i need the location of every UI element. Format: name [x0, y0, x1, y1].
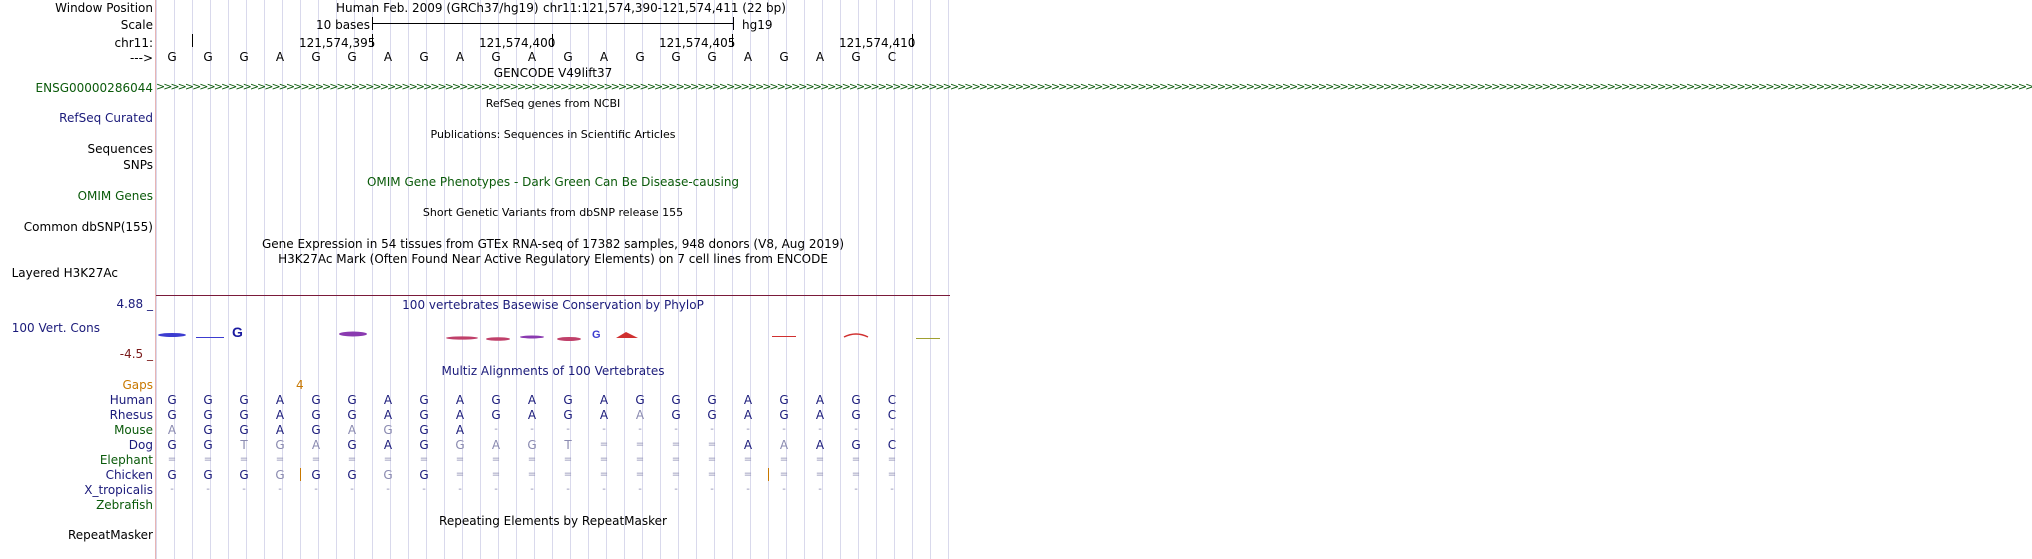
alignment-base-mouse: -: [602, 424, 606, 435]
alignment-base-chicken: =: [851, 469, 861, 480]
alignment-base-dog: =: [671, 439, 681, 450]
conservation-max-label: 4.88 _: [116, 297, 153, 311]
alignment-base-human: A: [383, 393, 393, 407]
layered-h3k27ac-label[interactable]: Layered H3K27Ac: [11, 266, 118, 280]
alignment-base-x_tropicalis: -: [890, 484, 894, 495]
alignment-base-dog: G: [527, 438, 537, 452]
alignment-base-x_tropicalis: -: [422, 484, 426, 495]
alignment-base-rhesus: A: [383, 408, 393, 422]
species-label-zebrafish: Zebrafish: [96, 498, 153, 512]
alignment-base-rhesus: A: [815, 408, 825, 422]
multiz-track-title: Multiz Alignments of 100 Vertebrates: [441, 364, 665, 378]
alignment-base-dog: A: [743, 438, 753, 452]
alignment-base-rhesus: G: [419, 408, 429, 422]
alignment-base-mouse: -: [674, 424, 678, 435]
alignment-base-chicken: G: [275, 468, 285, 482]
phylop-track-title: 100 vertebrates Basewise Conservation by PhyloP: [402, 298, 704, 312]
alignment-base-elephant: =: [671, 454, 681, 465]
alignment-base-x_tropicalis: -: [170, 484, 174, 495]
reference-base: A: [815, 50, 825, 64]
reference-base: G: [779, 50, 789, 64]
alignment-base-chicken: G: [167, 468, 177, 482]
scale-bar-line: [372, 23, 733, 24]
alignment-base-dog: G: [347, 438, 357, 452]
alignment-base-mouse: G: [311, 423, 321, 437]
reference-base: G: [419, 50, 429, 64]
alignment-base-x_tropicalis: -: [350, 484, 354, 495]
insertion-marker: [300, 468, 301, 481]
coord-tick: [192, 34, 193, 47]
omim-genes-label[interactable]: OMIM Genes: [77, 189, 153, 203]
alignment-base-human: A: [527, 393, 537, 407]
publications-track-title: Publications: Sequences in Scientific Articles: [430, 128, 676, 141]
alignment-base-human: A: [743, 393, 753, 407]
alignment-base-rhesus: G: [563, 408, 573, 422]
alignment-base-human: G: [779, 393, 789, 407]
coord-label: 121,574,405: [659, 36, 736, 50]
alignment-base-human: G: [167, 393, 177, 407]
alignment-base-elephant: =: [455, 454, 465, 465]
alignment-base-mouse: -: [494, 424, 498, 435]
alignment-base-elephant: =: [599, 454, 609, 465]
alignment-base-rhesus: G: [347, 408, 357, 422]
gencode-gene-link[interactable]: ENSG00000286044: [35, 81, 153, 95]
alignment-base-dog: G: [275, 438, 285, 452]
phylop-mark: [339, 332, 367, 337]
species-label-chicken: Chicken: [105, 468, 153, 482]
snps-label[interactable]: SNPs: [123, 158, 153, 172]
alignment-base-rhesus: A: [599, 408, 609, 422]
alignment-base-mouse: -: [782, 424, 786, 435]
alignment-base-dog: A: [815, 438, 825, 452]
scale-label: Scale: [120, 18, 153, 32]
sequences-label[interactable]: Sequences: [87, 142, 153, 156]
alignment-base-mouse: A: [167, 423, 177, 437]
alignment-base-chicken: G: [311, 468, 321, 482]
alignment-base-rhesus: G: [779, 408, 789, 422]
alignment-base-x_tropicalis: -: [818, 484, 822, 495]
alignment-base-elephant: =: [311, 454, 321, 465]
phylop-mark: [557, 337, 581, 341]
strand-arrow-label: --->: [129, 51, 153, 65]
alignment-base-chicken: =: [455, 469, 465, 480]
alignment-base-dog: G: [167, 438, 177, 452]
alignment-base-mouse: A: [455, 423, 465, 437]
coord-label: 121,574,400: [479, 36, 556, 50]
species-label-rhesus: Rhesus: [109, 408, 153, 422]
reference-sequence: [156, 50, 950, 64]
scale-bar-assembly: hg19: [742, 18, 773, 32]
alignment-base-rhesus: A: [527, 408, 537, 422]
alignment-base-chicken: =: [887, 469, 897, 480]
repeatmasker-label[interactable]: RepeatMasker: [67, 528, 153, 542]
insertion-marker: [768, 468, 769, 481]
alignment-base-human: A: [455, 393, 465, 407]
alignment-base-rhesus: G: [203, 408, 213, 422]
reference-base: A: [527, 50, 537, 64]
alignment-base-human: G: [707, 393, 717, 407]
alignment-base-elephant: =: [743, 454, 753, 465]
gencode-track-title: GENCODE V49lift37: [493, 66, 613, 80]
alignment-base-x_tropicalis: -: [530, 484, 534, 495]
reference-base: G: [851, 50, 861, 64]
scale-bar-right-tick: [733, 17, 734, 30]
alignment-base-human: G: [311, 393, 321, 407]
alignment-base-chicken: =: [707, 469, 717, 480]
alignment-base-elephant: =: [815, 454, 825, 465]
alignment-base-mouse: -: [530, 424, 534, 435]
alignment-base-rhesus: A: [275, 408, 285, 422]
alignment-base-mouse: -: [638, 424, 642, 435]
alignment-base-dog: =: [707, 439, 717, 450]
gencode-gene-feature[interactable]: >>>>>>>>>>>>>>>>>>>>>>>>>>>>>>>>>>>>>>>>>>>>>>>>>>>>>>>>>>>>>>>>>>>>>>>>>>>>>>>>>>>>>>>>>>>>>>>>>>>>>>>>>>>>>>>>>>>>>>>>>>>>>>>>>>>>>>>>>>>>>>>>>>>>>>>>>>>>>>>>>>>>>>>>>>>>>>>>>>>>>>>>>>>>>>>>>>>>>>>>>>>>>>>>>>>>>>>>>>>>>>>>>>>>>>>>>>>>>>>>>>>>>>>>>>>>>>>>>>>>: [156, 80, 2032, 93]
species-label-elephant: Elephant: [99, 453, 153, 467]
alignment-base-human: G: [635, 393, 645, 407]
reference-base: G: [311, 50, 321, 64]
alignment-base-human: A: [275, 393, 285, 407]
reference-base: A: [275, 50, 285, 64]
alignment-base-rhesus: A: [743, 408, 753, 422]
alignment-base-mouse: -: [566, 424, 570, 435]
species-label-x-tropicalis: X_tropicalis: [84, 483, 153, 497]
alignment-base-human: G: [203, 393, 213, 407]
alignment-base-chicken: =: [491, 469, 501, 480]
phylop-mark: [616, 332, 638, 338]
alignment-base-x_tropicalis: -: [602, 484, 606, 495]
omim-track-title: OMIM Gene Phenotypes - Dark Green Can Be Disease-causing: [366, 175, 740, 189]
alignment-base-human: G: [347, 393, 357, 407]
alignment-base-mouse: -: [746, 424, 750, 435]
assembly-title: Human Feb. 2009 (GRCh37/hg19): [336, 1, 539, 15]
alignment-base-x_tropicalis: -: [674, 484, 678, 495]
alignment-base-elephant: =: [167, 454, 177, 465]
alignment-base-dog: =: [599, 439, 609, 450]
reference-base: G: [707, 50, 717, 64]
reference-base: G: [239, 50, 249, 64]
alignment-base-human: G: [563, 393, 573, 407]
species-label-dog: Dog: [128, 438, 153, 452]
alignment-base-elephant: =: [851, 454, 861, 465]
alignment-base-x_tropicalis: -: [386, 484, 390, 495]
alignment-base-human: G: [851, 393, 861, 407]
alignment-base-rhesus: G: [671, 408, 681, 422]
alignment-base-dog: G: [419, 438, 429, 452]
alignment-base-human: G: [491, 393, 501, 407]
alignment-base-chicken: G: [203, 468, 213, 482]
alignment-base-chicken: =: [743, 469, 753, 480]
alignment-base-rhesus: A: [455, 408, 465, 422]
reference-base: A: [383, 50, 393, 64]
alignment-base-dog: C: [887, 438, 897, 452]
phylop-mark: [772, 336, 796, 337]
alignment-base-rhesus: G: [167, 408, 177, 422]
alignment-base-dog: A: [491, 438, 501, 452]
reference-base: A: [455, 50, 465, 64]
species-label-mouse: Mouse: [114, 423, 153, 437]
alignment-base-chicken: G: [383, 468, 393, 482]
alignment-base-mouse: -: [710, 424, 714, 435]
conservation-min-label: -4.5 _: [119, 347, 153, 361]
alignment-base-elephant: =: [275, 454, 285, 465]
phylop-graph[interactable]: [156, 325, 950, 345]
reference-base: A: [743, 50, 753, 64]
chromosome-label: chr11:: [114, 36, 153, 50]
alignment-base-x_tropicalis: -: [206, 484, 210, 495]
alignment-base-x_tropicalis: -: [242, 484, 246, 495]
alignment-base-mouse: G: [203, 423, 213, 437]
conservation-track-label[interactable]: 100 Vert. Cons: [11, 321, 100, 335]
alignment-base-elephant: =: [779, 454, 789, 465]
alignment-base-human: G: [671, 393, 681, 407]
dbsnp-track-title: Short Genetic Variants from dbSNP release 155: [422, 206, 684, 219]
phylop-mark: [916, 338, 940, 339]
alignment-base-human: G: [419, 393, 429, 407]
alignment-base-x_tropicalis: -: [710, 484, 714, 495]
alignment-base-x_tropicalis: -: [314, 484, 318, 495]
alignment-base-x_tropicalis: -: [854, 484, 858, 495]
alignment-base-x_tropicalis: -: [458, 484, 462, 495]
alignment-base-elephant: =: [707, 454, 717, 465]
coord-label: 121,574,410: [839, 36, 916, 50]
alignment-base-dog: A: [311, 438, 321, 452]
phylop-mark: [158, 333, 186, 337]
alignment-base-dog: G: [851, 438, 861, 452]
reference-base: G: [203, 50, 213, 64]
alignment-base-dog: A: [779, 438, 789, 452]
alignment-base-elephant: =: [239, 454, 249, 465]
alignment-base-elephant: =: [203, 454, 213, 465]
alignment-base-rhesus: G: [707, 408, 717, 422]
repeatmasker-track-title: Repeating Elements by RepeatMasker: [439, 514, 667, 528]
alignment-base-elephant: =: [347, 454, 357, 465]
alignment-base-human: C: [887, 393, 897, 407]
alignment-base-elephant: =: [419, 454, 429, 465]
reference-base: G: [671, 50, 681, 64]
alignment-base-x_tropicalis: -: [494, 484, 498, 495]
position-readout: chr11:121,574,390-121,574,411 (22 bp): [543, 1, 786, 15]
gaps-label: Gaps: [122, 378, 153, 392]
alignment-base-x_tropicalis: -: [566, 484, 570, 495]
alignment-base-chicken: G: [239, 468, 249, 482]
common-dbsnp-label[interactable]: Common dbSNP(155): [23, 220, 153, 234]
alignment-base-chicken: =: [815, 469, 825, 480]
alignment-base-rhesus: G: [491, 408, 501, 422]
window-position-label: Window Position: [55, 1, 153, 15]
track-label-column: [0, 0, 155, 559]
gap-count: 4: [296, 378, 304, 392]
reference-base: G: [563, 50, 573, 64]
alignment-base-mouse: -: [854, 424, 858, 435]
alignment-base-human: A: [599, 393, 609, 407]
reference-base: G: [347, 50, 357, 64]
alignment-base-elephant: =: [527, 454, 537, 465]
phylop-mark: [486, 337, 510, 341]
alignment-base-x_tropicalis: -: [638, 484, 642, 495]
alignment-base-dog: G: [455, 438, 465, 452]
refseq-curated-label[interactable]: RefSeq Curated: [59, 111, 153, 125]
alignment-base-chicken: =: [671, 469, 681, 480]
alignment-base-dog: =: [635, 439, 645, 450]
gtex-track-title: Gene Expression in 54 tissues from GTEx RNA-seq of 17382 samples, 948 donors (V8, Aug 2019): [261, 237, 845, 251]
phylop-mark: [196, 337, 224, 338]
alignment-base-human: A: [815, 393, 825, 407]
alignment-base-chicken: =: [527, 469, 537, 480]
phylop-mark: [446, 336, 478, 339]
phylop-mark: G: [232, 324, 243, 340]
alignment-base-chicken: G: [419, 468, 429, 482]
alignment-base-chicken: =: [635, 469, 645, 480]
phylop-mark: G: [592, 329, 601, 341]
alignment-base-mouse: G: [239, 423, 249, 437]
alignment-base-rhesus: G: [239, 408, 249, 422]
species-label-human: Human: [109, 393, 153, 407]
alignment-base-mouse: -: [818, 424, 822, 435]
alignment-base-mouse: G: [383, 423, 393, 437]
alignment-base-rhesus: G: [851, 408, 861, 422]
alignment-base-chicken: =: [599, 469, 609, 480]
alignment-base-dog: T: [240, 438, 248, 452]
alignment-base-elephant: =: [383, 454, 393, 465]
scale-bar-text: 10 bases: [316, 18, 370, 32]
alignment-base-x_tropicalis: -: [746, 484, 750, 495]
alignment-base-mouse: A: [275, 423, 285, 437]
alignment-base-mouse: -: [890, 424, 894, 435]
coord-label: 121,574,395: [299, 36, 376, 50]
phylop-mark: [844, 334, 868, 337]
alignment-base-elephant: =: [635, 454, 645, 465]
alignment-base-human: G: [239, 393, 249, 407]
alignment-base-dog: A: [383, 438, 393, 452]
alignment-base-x_tropicalis: -: [782, 484, 786, 495]
alignment-base-rhesus: A: [635, 408, 645, 422]
reference-base: A: [599, 50, 609, 64]
alignment-base-chicken: G: [347, 468, 357, 482]
reference-base: G: [491, 50, 501, 64]
alignment-base-rhesus: G: [311, 408, 321, 422]
alignment-base-chicken: =: [563, 469, 573, 480]
alignment-base-mouse: A: [347, 423, 357, 437]
conservation-top-rule: [156, 295, 950, 296]
h3k27ac-track-title: H3K27Ac Mark (Often Found Near Active Regulatory Elements) on 7 cell lines from ENCODE: [278, 252, 828, 266]
alignment-base-rhesus: C: [887, 408, 897, 422]
alignment-base-chicken: =: [779, 469, 789, 480]
phylop-mark: [520, 336, 544, 339]
genome-browser-track-area[interactable]: [156, 0, 2032, 559]
reference-base: C: [887, 50, 897, 64]
reference-base: G: [167, 50, 177, 64]
alignment-base-dog: T: [564, 438, 572, 452]
alignment-base-mouse: G: [419, 423, 429, 437]
alignment-base-elephant: =: [887, 454, 897, 465]
alignment-base-elephant: =: [491, 454, 501, 465]
alignment-base-x_tropicalis: -: [278, 484, 282, 495]
refseq-track-title: RefSeq genes from NCBI: [485, 97, 621, 110]
alignment-base-elephant: =: [563, 454, 573, 465]
alignment-base-dog: G: [203, 438, 213, 452]
reference-base: G: [635, 50, 645, 64]
